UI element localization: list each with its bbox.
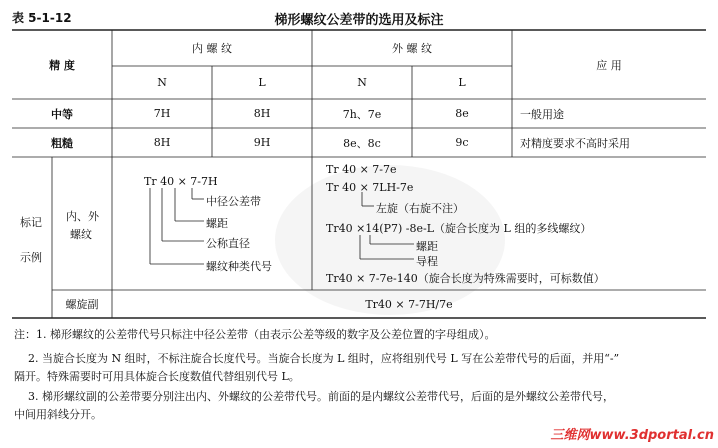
note-3: 3. 梯形螺纹副的公差带要分别注出内、外螺纹的公差带代号。前面的是内螺纹公差带代号，后面的是外螺纹公差带代号， [28, 390, 614, 403]
table-cell-use: 一般用途 [520, 107, 564, 121]
inner-outer-label-line1: 内、外 [66, 210, 99, 223]
inner-outer-label-line2: 螺纹 [70, 228, 92, 241]
table-cell: 8H [253, 107, 271, 120]
header-internal-thread: 内 螺 纹 [192, 42, 232, 55]
watermark-text: 三维网www.3dportal.cn [550, 428, 714, 443]
external-example-2: Tr 40 × 7LH-7e [326, 181, 414, 194]
screw-pair-label: 螺旋副 [65, 298, 99, 311]
marking-label-line1: 标记 [20, 216, 42, 229]
external-example-1: Tr 40 × 7-7e [326, 163, 397, 176]
header-internal-n: N [157, 76, 167, 89]
callout-thread-type-code: 螺纹种类代号 [206, 260, 272, 273]
table-cell: 7H [153, 107, 171, 120]
table-cell: 9H [253, 136, 271, 149]
header-external-thread: 外 螺 纹 [392, 42, 432, 55]
table-cell: 8H [153, 136, 171, 149]
table-number: 表 5-1-12 [12, 11, 72, 25]
note-2: 2. 当旋合长度为 N 组时，不标注旋合长度代号。当旋合长度为 L 组时，应将组别代号 L 写在公差带代号的后面，并用“-” [28, 352, 620, 365]
header-internal-l: L [258, 76, 266, 89]
internal-marking-example: Tr 40 × 7-7H [144, 175, 218, 188]
table-cell-use: 对精度要求不高时采用 [520, 136, 630, 150]
screw-pair-value: Tr40 × 7-7H/7e [365, 297, 453, 311]
note-2-cont: 隔开。特殊需要时可用具体旋合长度数值代替组别代号 L。 [14, 370, 300, 383]
header-precision: 精 度 [49, 58, 75, 72]
external-example-2-note: 左旋（右旋不注） [376, 202, 464, 215]
note-3-cont: 中间用斜线分开。 [14, 408, 102, 421]
note-1: 注：1. 梯形螺纹的公差带代号只标注中径公差带（由表示公差等级的数字及公差位置的字母组成）。 [14, 328, 496, 341]
external-example-4: Tr40 × 7-7e-140（旋合长度为特殊需要时，可标数值） [326, 272, 605, 285]
callout-pitch-diameter-tolerance: 中径公差带 [206, 195, 261, 208]
table-row-grade: 中等 [51, 107, 73, 121]
callout-nominal-diameter: 公称直径 [206, 237, 250, 250]
external-example-3-pitch: 螺距 [416, 240, 438, 253]
table-cell: 7h、7e [342, 107, 382, 121]
header-external-n: N [357, 76, 367, 89]
header-external-l: L [458, 76, 466, 89]
marking-label-line2: 示例 [20, 251, 42, 264]
external-example-3: Tr40 ×14(P7) -8e-L（旋合长度为 L 组的多线螺纹） [326, 222, 592, 235]
external-example-3-lead: 导程 [416, 255, 438, 268]
table-cell: 9c [455, 136, 469, 149]
callout-pitch: 螺距 [206, 217, 228, 230]
table-cell: 8e [455, 107, 469, 120]
table-cell: 8e、8c [343, 136, 381, 150]
table-title: 梯形螺纹公差带的选用及标注 [274, 13, 444, 28]
table-row-grade: 粗糙 [51, 136, 73, 150]
header-application: 应 用 [596, 58, 622, 72]
